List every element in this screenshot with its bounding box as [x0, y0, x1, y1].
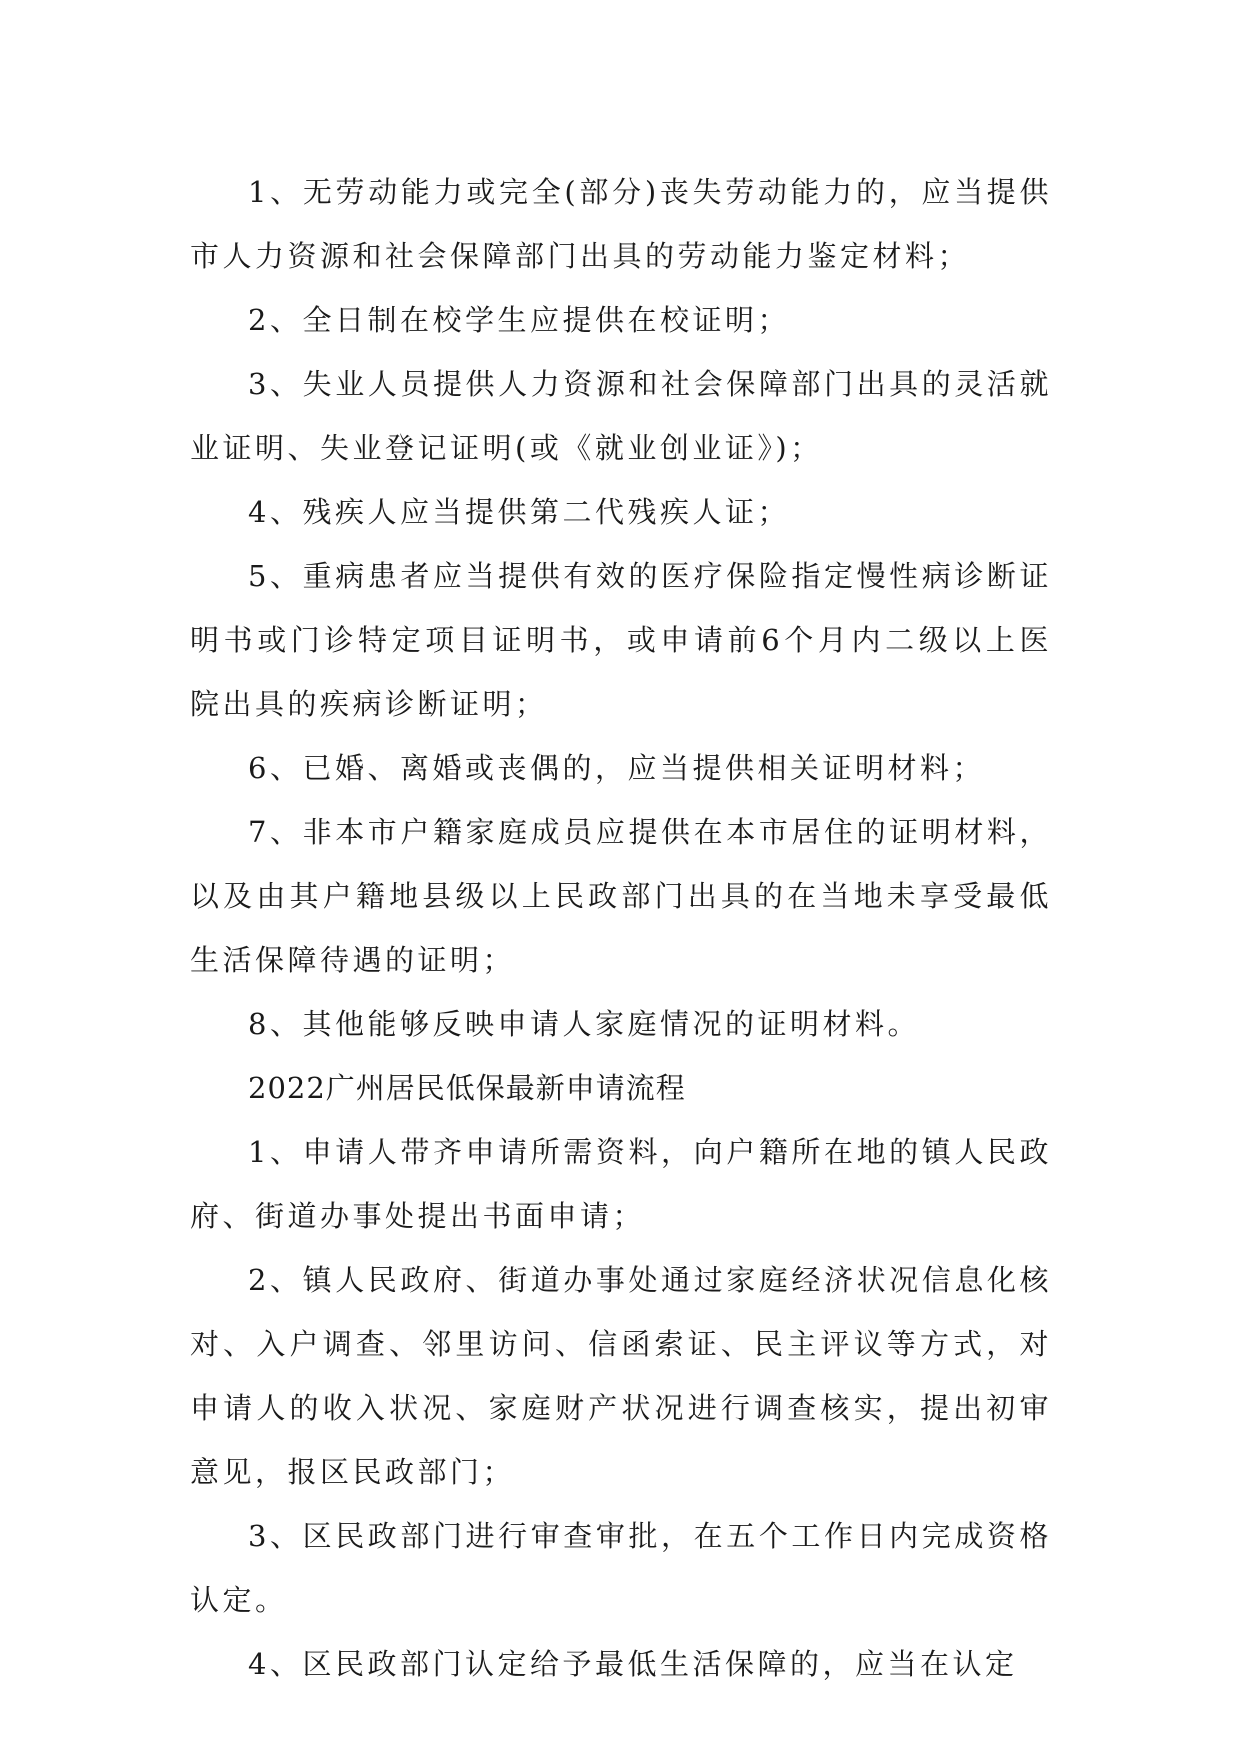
requirement-item-7: 7、非本市户籍家庭成员应提供在本市居住的证明材料，以及由其户籍地县级以上民政部门出具的在当地未享受最低生活保障待遇的证明；	[190, 815, 1052, 977]
process-step-1: 1、申请人带齐申请所需资料，向户籍所在地的镇人民政府、街道办事处提出书面申请；	[190, 1135, 1052, 1233]
requirement-item-2: 2、全日制在校学生应提供在校证明；	[248, 303, 790, 337]
process-step-2: 2、镇人民政府、街道办事处通过家庭经济状况信息化核对、入户调查、邻里访问、信函索证、民主评议等方式，对申请人的收入状况、家庭财产状况进行调查核实，提出初审意见，报区民政部门；	[190, 1263, 1052, 1489]
section-heading: 2022广州居民低保最新申请流程	[248, 1071, 686, 1105]
requirement-item-1: 1、无劳动能力或完全(部分)丧失劳动能力的，应当提供市人力资源和社会保障部门出具的劳动能力鉴定材料；	[190, 175, 1052, 273]
process-step-3: 3、区民政部门进行审查审批，在五个工作日内完成资格认定。	[190, 1519, 1052, 1617]
requirement-item-3: 3、失业人员提供人力资源和社会保障部门出具的灵活就业证明、失业登记证明(或《就业创业证》)；	[190, 367, 1052, 465]
process-step-4: 4、区民政部门认定给予最低生活保障的，应当在认定	[248, 1647, 1018, 1681]
requirement-item-4: 4、残疾人应当提供第二代残疾人证；	[248, 495, 790, 529]
requirement-item-8: 8、其他能够反映申请人家庭情况的证明材料。	[248, 1007, 920, 1041]
requirement-item-5: 5、重病患者应当提供有效的医疗保险指定慢性病诊断证明书或门诊特定项目证明书，或申请前6个月内二级以上医院出具的疾病诊断证明；	[190, 559, 1052, 721]
document-body	[190, 160, 1052, 1696]
requirement-item-6: 6、已婚、离婚或丧偶的，应当提供相关证明材料；	[248, 751, 985, 785]
